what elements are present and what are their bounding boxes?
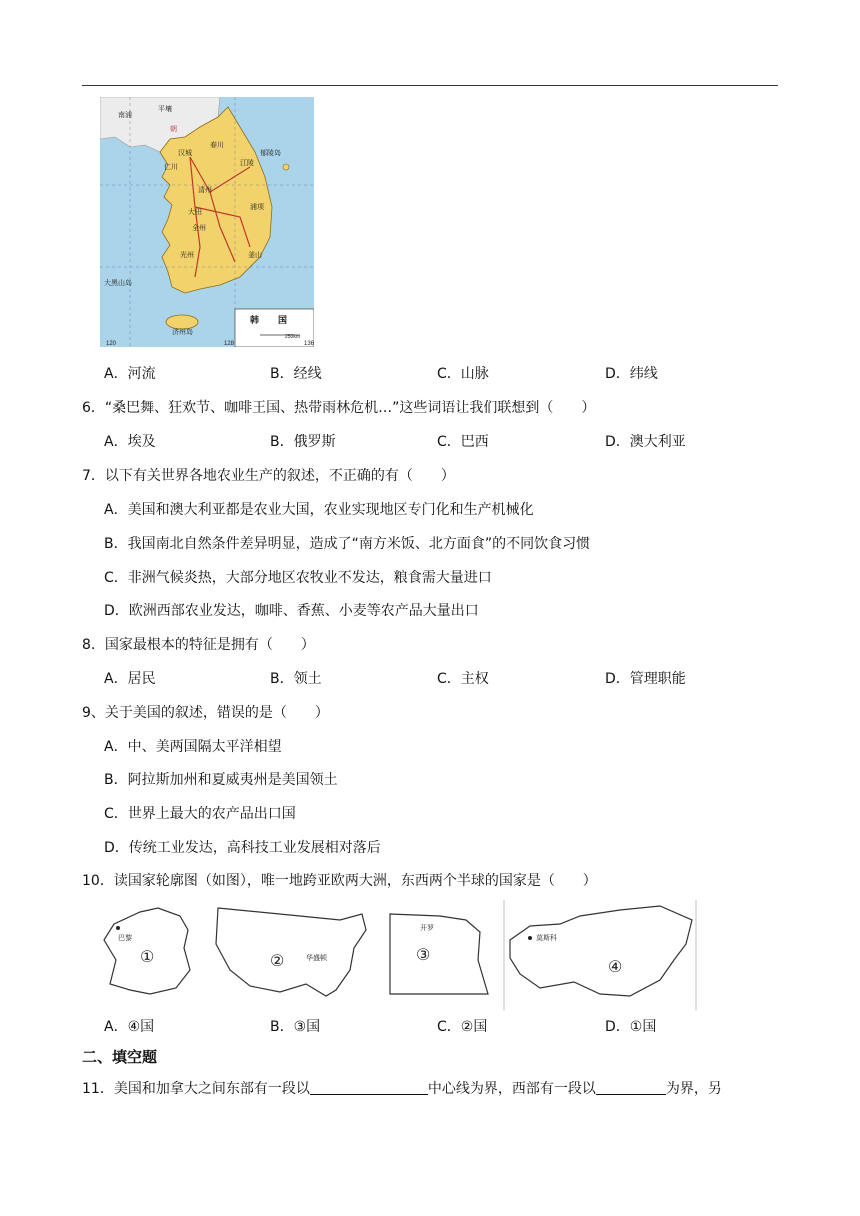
map-label: 全州 bbox=[192, 225, 206, 232]
q9-stem: 9、关于美国的叙述，错误的是（ ） bbox=[82, 705, 329, 721]
figure-label-washington: 华盛顿 bbox=[306, 955, 327, 962]
q5-option-a[interactable]: A．河流 bbox=[104, 366, 156, 382]
q7-stem: 7．以下有关世界各地农业生产的叙述，不正确的有（ ） bbox=[82, 468, 455, 484]
q6-option-b[interactable]: B．俄罗斯 bbox=[270, 434, 336, 450]
q8-option-c[interactable]: C．主权 bbox=[437, 671, 489, 687]
q8-option-d[interactable]: D．管理职能 bbox=[605, 671, 686, 687]
map-label: 120 bbox=[106, 341, 117, 347]
country-outlines-figure bbox=[100, 900, 698, 1010]
q6-option-d[interactable]: D．澳大利亚 bbox=[605, 434, 686, 450]
q6-option-a[interactable]: A．埃及 bbox=[104, 434, 156, 450]
q10-option-a[interactable]: A．④国 bbox=[104, 1019, 155, 1035]
q11-part2: 中心线为界，西部有一段以 bbox=[427, 1081, 596, 1097]
map-label: 大黑山岛 bbox=[104, 280, 132, 287]
figure-label-2: ② bbox=[270, 953, 285, 970]
q11-part3: 为界，另 bbox=[665, 1081, 722, 1097]
map-label: 郁陵岛 bbox=[260, 150, 281, 157]
q9-option-c[interactable]: C．世界上最大的农产品出口国 bbox=[104, 806, 296, 822]
korea-map bbox=[100, 97, 314, 347]
map-label: 江陵 bbox=[240, 160, 254, 167]
q7-option-a[interactable]: A．美国和澳大利亚都是农业大国，农业实现地区专门化和生产机械化 bbox=[104, 502, 534, 518]
q8-stem: 8．国家最根本的特征是拥有（ ） bbox=[82, 637, 315, 653]
q10-option-c[interactable]: C．②国 bbox=[437, 1019, 488, 1035]
figure-label-3: ③ bbox=[416, 947, 431, 964]
figure-label-1: ① bbox=[140, 949, 155, 966]
figure-label-cairo: 开罗 bbox=[420, 925, 434, 932]
map-label: 大田 bbox=[188, 209, 202, 216]
q11-blank-2[interactable] bbox=[596, 1080, 666, 1095]
map-label: 南浦 bbox=[118, 112, 132, 119]
map-label: 釜山 bbox=[248, 252, 262, 259]
map-label: 250km bbox=[285, 334, 301, 340]
map-label: 春川 bbox=[210, 142, 224, 149]
q11-stem bbox=[82, 1080, 722, 1098]
q5-option-d[interactable]: D．纬线 bbox=[605, 366, 658, 382]
q7-option-b[interactable]: B．我国南北自然条件差异明显，造成了“南方米饭、北方面食”的不同饮食习惯 bbox=[104, 536, 591, 552]
map-label: 136 bbox=[304, 341, 314, 347]
figure-label-paris: 巴黎 bbox=[118, 935, 132, 942]
q5-option-b[interactable]: B．经线 bbox=[270, 366, 322, 382]
q11-part1: 11．美国和加拿大之间东部有一段以 bbox=[82, 1081, 310, 1097]
q9-option-d[interactable]: D．传统工业发达，高科技工业发展相对落后 bbox=[104, 840, 381, 856]
q11-blank-1[interactable] bbox=[310, 1080, 428, 1095]
section-title: 二、填空题 bbox=[82, 1048, 158, 1066]
q10-option-b[interactable]: B．③国 bbox=[270, 1019, 321, 1035]
map-label: 济州岛 bbox=[172, 329, 193, 336]
figure-label-4: ④ bbox=[608, 959, 623, 976]
map-label: 光州 bbox=[180, 252, 194, 259]
q7-option-d[interactable]: D．欧洲西部农业发达，咖啡、香蕉、小麦等农产品大量出口 bbox=[104, 603, 479, 619]
header-rule bbox=[82, 85, 778, 86]
map-label: 平壤 bbox=[158, 106, 172, 113]
q7-option-c[interactable]: C．非洲气候炎热，大部分地区农牧业不发达，粮食需大量进口 bbox=[104, 570, 492, 586]
q10-stem: 10．读国家轮廓图（如图），唯一地跨亚欧两大洲，东西两个半球的国家是（ ） bbox=[82, 873, 597, 889]
map-label: 浦项 bbox=[250, 204, 264, 211]
map-label: 朝 bbox=[170, 126, 177, 133]
map-label: 128 bbox=[224, 341, 235, 347]
q8-option-b[interactable]: B．领土 bbox=[270, 671, 322, 687]
figure-label-moscow: 莫斯科 bbox=[536, 935, 557, 942]
map-label: 国 bbox=[278, 315, 288, 325]
map-label: 清州 bbox=[198, 187, 212, 194]
q6-option-c[interactable]: C．巴西 bbox=[437, 434, 489, 450]
q9-option-a[interactable]: A．中、美两国隔太平洋相望 bbox=[104, 739, 282, 755]
q9-option-b[interactable]: B．阿拉斯加州和夏威夷州是美国领土 bbox=[104, 772, 338, 788]
q8-option-a[interactable]: A．居民 bbox=[104, 671, 156, 687]
map-label: 韩 bbox=[250, 315, 260, 325]
map-label: 仁川 bbox=[164, 164, 178, 171]
q6-stem: 6．“桑巴舞、狂欢节、咖啡王国、热带雨林危机…”这些词语让我们联想到（ ） bbox=[82, 400, 596, 416]
q10-option-d[interactable]: D．①国 bbox=[605, 1019, 657, 1035]
q5-option-c[interactable]: C．山脉 bbox=[437, 366, 489, 382]
map-label: 汉城 bbox=[178, 150, 192, 157]
